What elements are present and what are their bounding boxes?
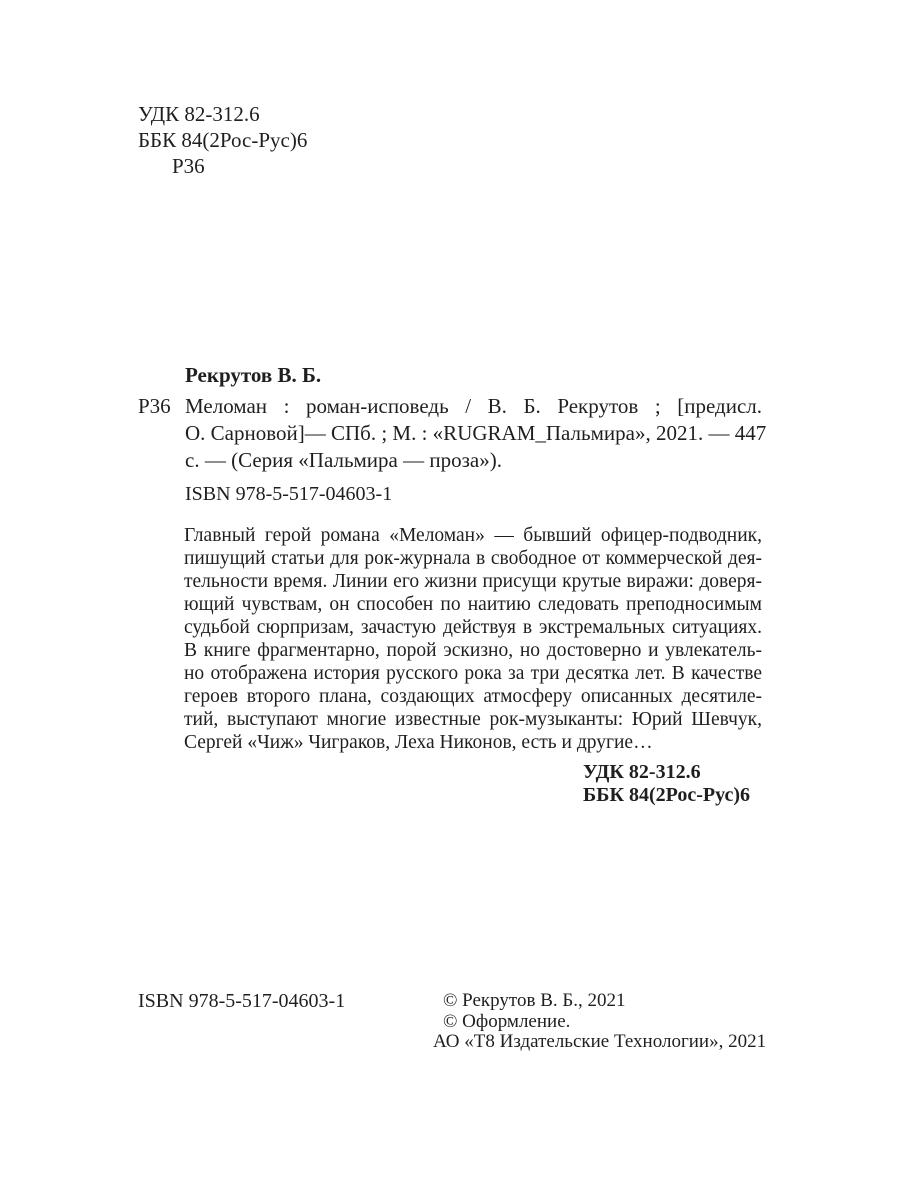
catalog-line-text: Меломан : роман-исповедь / В. Б. Рекрутов ; [предисл. bbox=[185, 394, 762, 418]
annotation-line: судьбой сюрпризам, зачастую действуя в экстремальных ситуациях. bbox=[184, 617, 762, 638]
bbk-code: ББК 84(2Рос-Рус)6 bbox=[138, 128, 308, 152]
udc-code-bold: УДК 82-312.6 bbox=[583, 761, 701, 783]
catalog-line bbox=[138, 393, 762, 420]
catalog-line bbox=[138, 447, 762, 474]
copyright-line: © Рекрутов В. Б., 2021 bbox=[443, 990, 626, 1011]
annotation-line: Главный герой романа «Меломан» — бывший офицер-подводник, bbox=[184, 525, 762, 546]
author-sign: Р36 bbox=[172, 154, 205, 178]
annotation-line: ющий чувствам, он способен по наитию следовать преподносимым bbox=[184, 594, 762, 615]
catalog-line bbox=[138, 420, 767, 447]
catalog-card bbox=[138, 393, 767, 474]
annotation-line: тий, выступают многие известные рок-музыканты: Юрий Шевчук, bbox=[184, 709, 762, 730]
copyright-line: © Оформление. bbox=[443, 1010, 571, 1032]
annotation-paragraph bbox=[184, 524, 762, 754]
catalog-line-text: с. — (Серия «Пальмира — проза»). bbox=[185, 448, 502, 472]
bbk-code-bold: ББК 84(2Рос-Рус)6 bbox=[583, 784, 751, 806]
udc-code: УДК 82-312.6 bbox=[138, 102, 260, 126]
annotation-line: пишущий статьи для рок-журнала в свободное от коммерческой дея- bbox=[184, 548, 762, 569]
classification-codes-bold bbox=[583, 761, 750, 807]
author-heading: Рекрутов В. Б. bbox=[185, 363, 322, 387]
copyright-line: АО «Т8 Издательские Технологии», 2021 bbox=[433, 1031, 767, 1052]
annotation-line: но отображена история русского рока за три десятка лет. В качестве bbox=[184, 663, 762, 684]
annotation-line: героев второго плана, создающих атмосферу описанных десятиле- bbox=[184, 686, 762, 707]
catalog-line-text: О. Сарновой]— СПб. ; М. : «RUGRAM_Пальмира», 2021. — 447 bbox=[185, 421, 767, 445]
annotation-line: В книге фрагментарно, порой эскизно, но достоверно и увлекатель- bbox=[184, 640, 762, 661]
annotation-line: тельности время. Линии его жизни присущи крутые виражи: доверя- bbox=[184, 571, 762, 592]
isbn-line: ISBN 978-5-517-04603-1 bbox=[185, 483, 393, 505]
footer-isbn: ISBN 978-5-517-04603-1 bbox=[138, 990, 346, 1012]
annotation-line: Сергей «Чиж» Чиграков, Леха Никонов, есть и другие… bbox=[184, 732, 653, 753]
author-sign: Р36 bbox=[138, 394, 171, 418]
top-classification-codes bbox=[138, 101, 307, 179]
copyright-block bbox=[433, 991, 766, 1053]
